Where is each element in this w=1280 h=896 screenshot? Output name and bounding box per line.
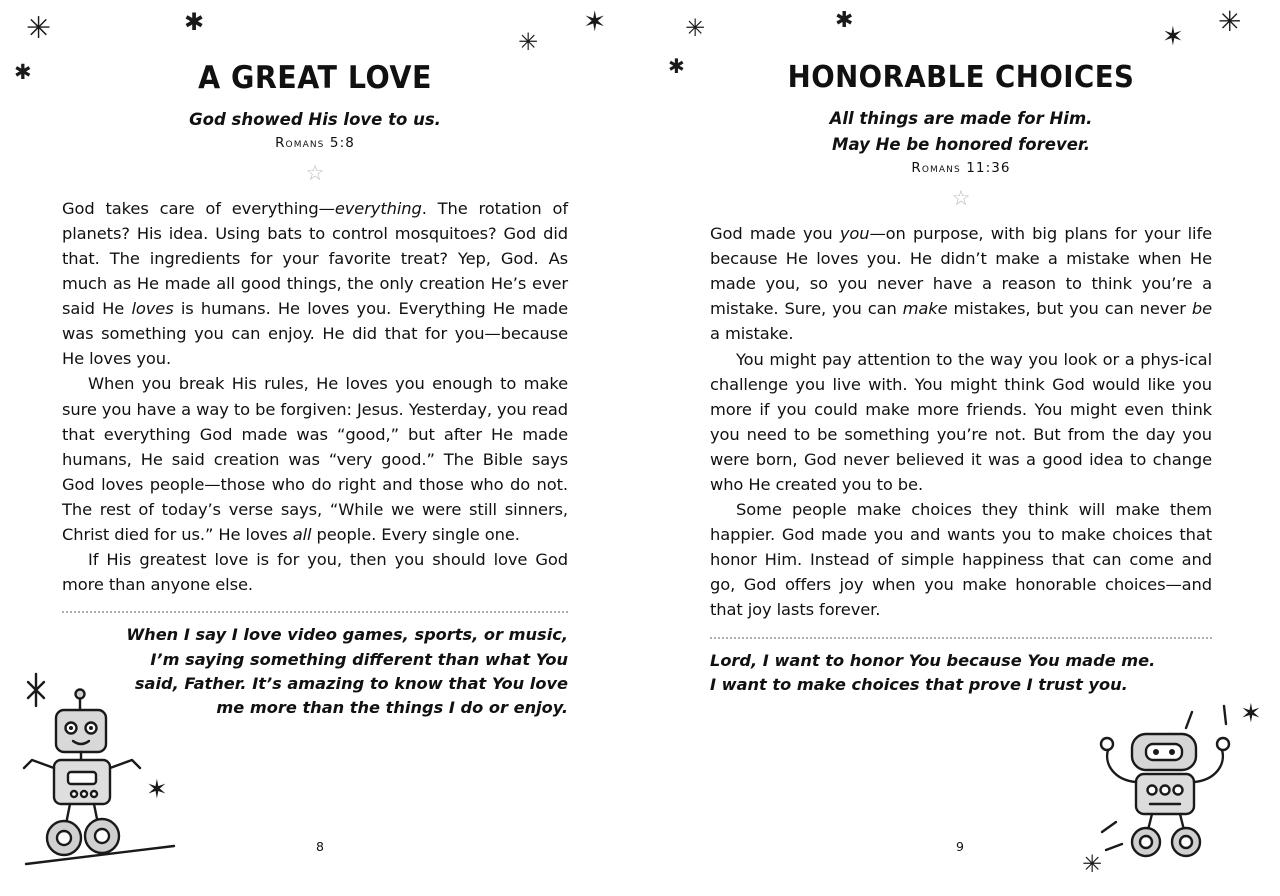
- star-divider-icon: ☆: [951, 186, 971, 211]
- sparkle-icon: ✱: [835, 8, 854, 33]
- paragraph: You might pay attention to the way you look or a phys-ical challenge you live with. You might think God would like you more if you could make more friends. You might even think you need to be something you’re not. But from the day you were born, God never believed it was a good idea to change who He created you to be.: [710, 349, 1212, 494]
- page-title: HONORABLE CHOICES: [787, 60, 1135, 95]
- sparkle-icon: ✱: [184, 8, 205, 36]
- paragraph: When you break His rules, He loves you enough to make sure you have a way to be forgiven: Jesus. Yesterday, you read that everything God made was “good,” but after He made humans, He said creation was “very good.” The Bible says God loves people—those who do right and those who do not. The rest of today’s verse says, “While we were still sinners, Christ died for us.” He loves all people. Every single one.: [62, 374, 568, 545]
- prayer-text: When I say I love video games, sports, or music, I’m saying something different than what You said, Father. It’s amazing to know that You love me more than the things I do or enjoy.: [126, 625, 568, 718]
- paragraph: Some people make choices they think will make them happier. God made you and wants you to make choices that honor Him. Instead of simple happiness that can come and go, God offers joy when you make honorable choices—and that joy lasts forever.: [710, 500, 1212, 620]
- svg-text:✶: ✶: [146, 775, 168, 805]
- sparkle-icon: ✱: [14, 60, 32, 84]
- star-icon: ✳: [685, 14, 706, 42]
- verse-reference: Romans 5:8: [275, 134, 355, 151]
- verse-text-line-2: May He be honored forever.: [832, 134, 1090, 154]
- star-four-point-icon: ✶: [583, 5, 607, 38]
- star-four-point-icon: ✶: [1162, 22, 1184, 52]
- paragraph: If His greatest love is for you, then you should love God more than anyone else.: [62, 550, 568, 595]
- page-title: A GREAT LOVE: [198, 60, 432, 96]
- devotional-body: [62, 196, 568, 598]
- verse-text-line-1: All things are made for Him.: [829, 108, 1093, 128]
- prayer-text-line-1: Lord, I want to honor You because You made me.: [710, 650, 1156, 670]
- verse-text: God showed His love to us.: [189, 109, 441, 129]
- devotional-body: [710, 221, 1212, 623]
- paragraph: God made you you—on purpose, with big plans for your life because He loves you. He didn’t make a mistake when He made you, so you never have a reason to think you’re a mistake. Sure, you can make mistakes, but you can never be a mistake.: [710, 224, 1212, 344]
- paragraph: God takes care of everything—everything. The rotation of planets? His idea. Using bats to control mosquitoes? God did that. The ingredients for your favorite treat? Yep, God. As much as He made all good things, the only creation He’s ever said He loves is humans. He loves you. Everything He made was something you can enjoy. He did that for you—because He loves you.: [62, 198, 568, 369]
- star-divider-icon: ☆: [305, 160, 325, 185]
- prayer-text-line-2: I want to make choices that prove I trust you.: [710, 674, 1128, 694]
- dotted-divider: [62, 611, 568, 613]
- verse-reference: Romans 11:36: [911, 160, 1011, 177]
- sparkle-icon: ✱: [668, 54, 685, 78]
- page-number: 8: [316, 839, 324, 854]
- svg-text:✶: ✶: [1240, 699, 1262, 729]
- right-page: [640, 0, 1280, 896]
- dotted-divider: [710, 637, 1212, 639]
- page-number: 9: [956, 839, 964, 854]
- svg-text:✳: ✳: [1082, 850, 1103, 874]
- star-icon: ✳: [1218, 5, 1242, 38]
- star-icon: ✳: [518, 28, 539, 56]
- star-icon: ✳: [26, 11, 52, 46]
